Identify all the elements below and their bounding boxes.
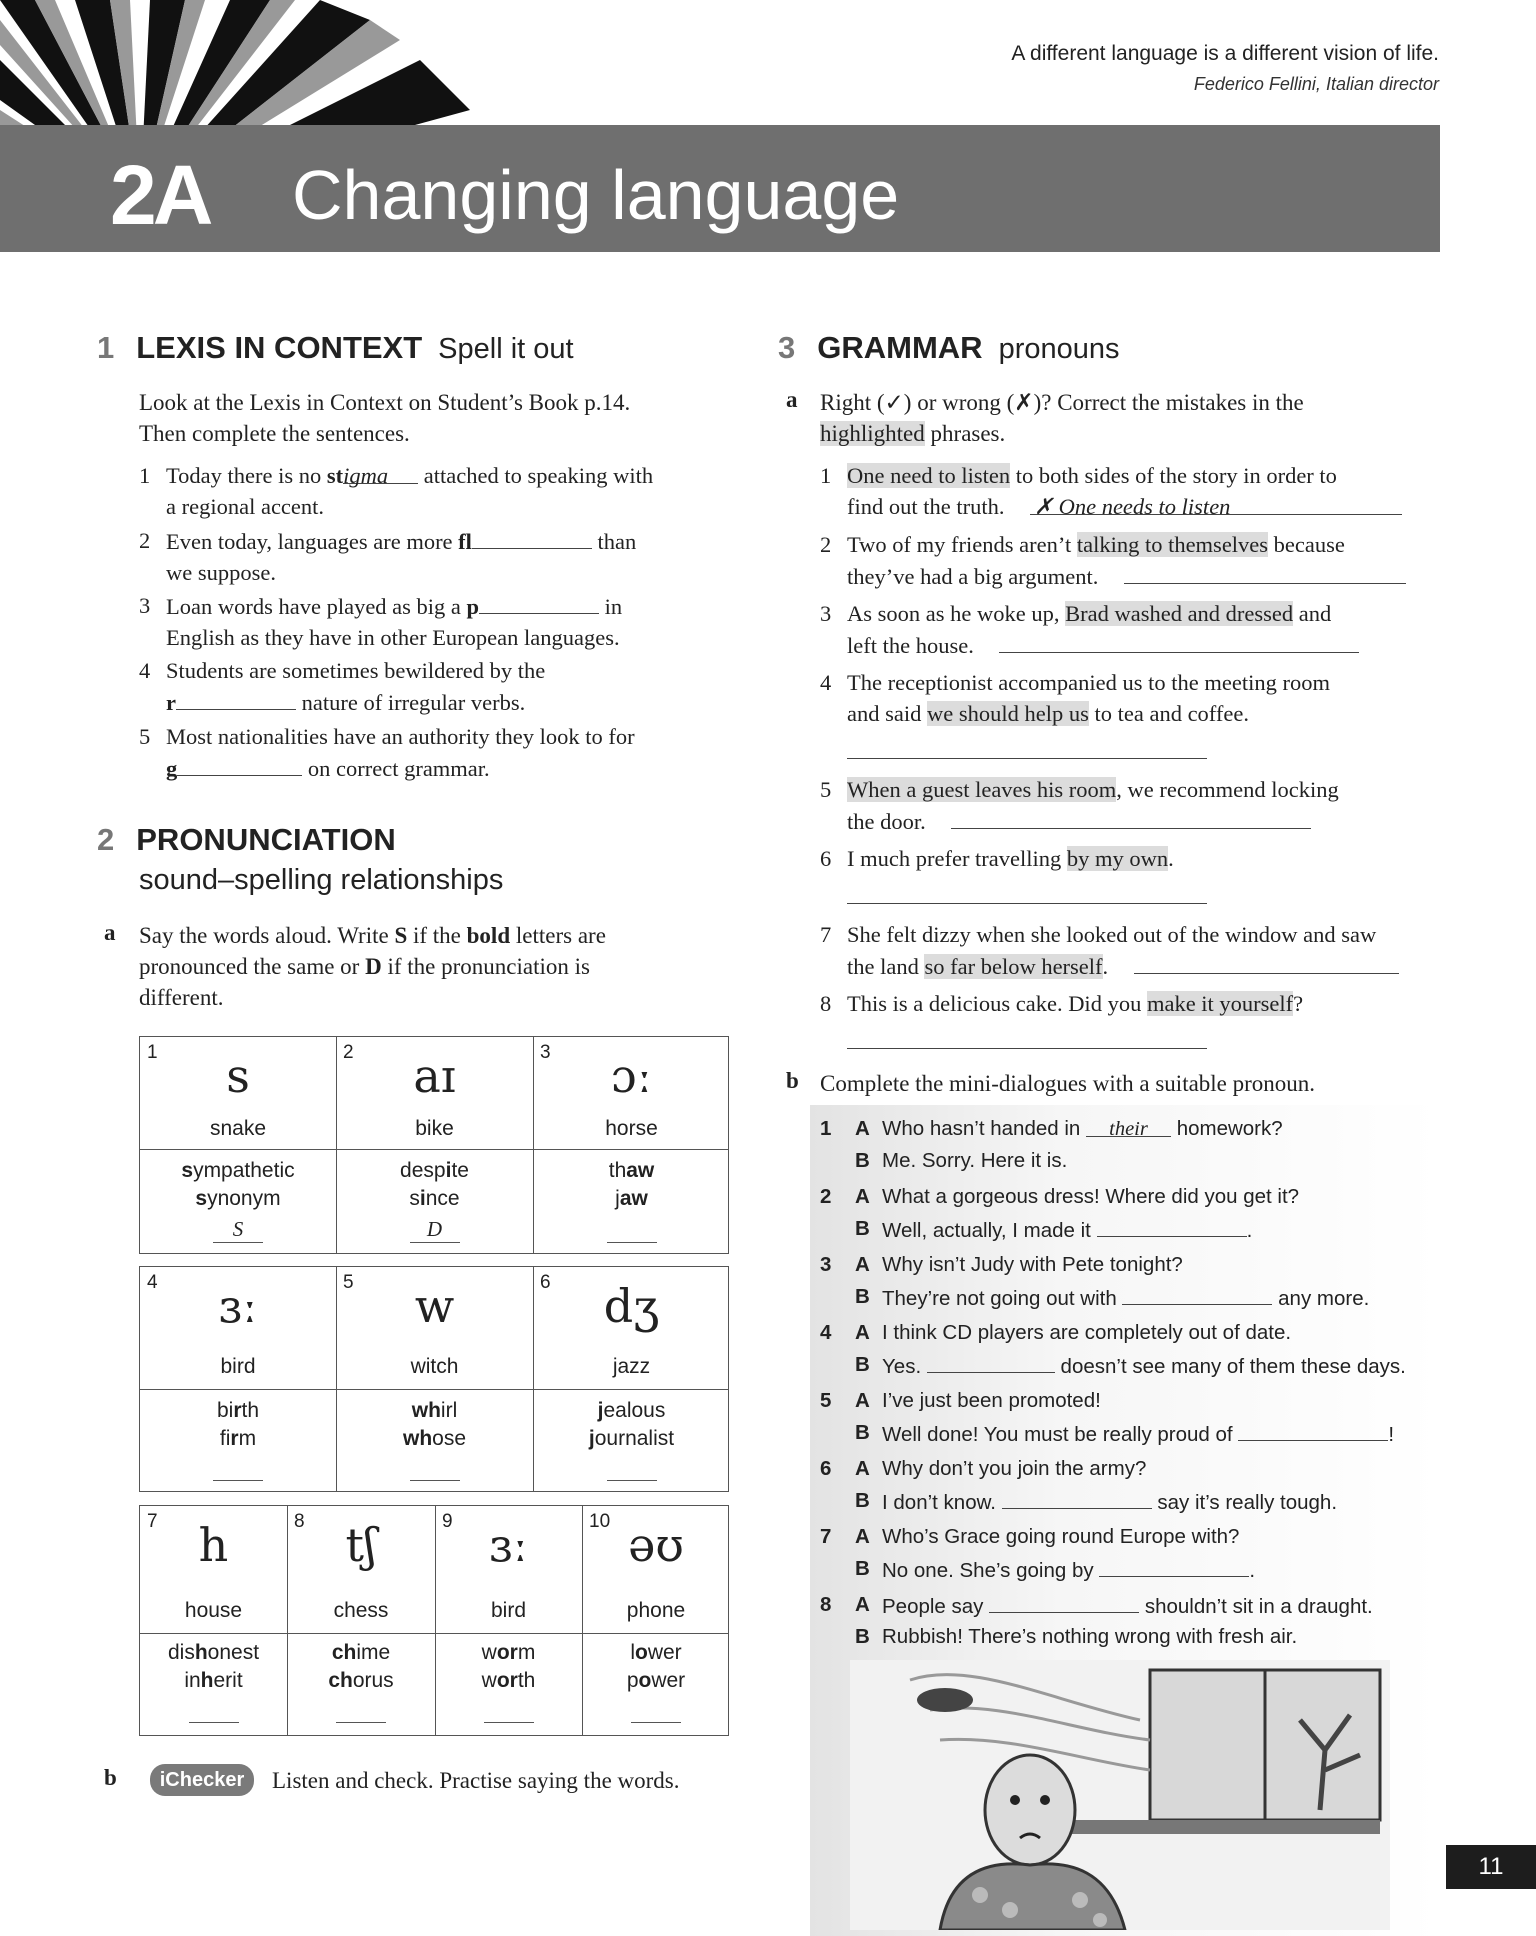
speaker-a-line <box>882 1183 1299 1211</box>
highlighted-phrase: Brad washed and dressed <box>1065 601 1294 626</box>
speaker-a: A <box>855 1525 870 1548</box>
answer-blank[interactable]: their <box>1086 1115 1171 1137</box>
cell-number: 2 <box>343 1042 354 1063</box>
mini-dialogue <box>820 1183 1420 1243</box>
answer-blank[interactable]: S <box>213 1217 263 1243</box>
exercise-instructions: Complete the mini-dialogues with a suitable pronoun. <box>820 1071 1316 1096</box>
item-text: to both sides of the story in order to <box>1010 463 1337 488</box>
item-text: As soon as he woke up, <box>847 601 1066 626</box>
sound-cell <box>336 1267 533 1389</box>
line-text: Why isn’t Judy with Pete tonight? <box>882 1253 1183 1276</box>
section-subtitle: Spell it out <box>438 333 574 365</box>
item-number: 5 <box>820 777 832 802</box>
item-text: ? <box>1293 991 1304 1016</box>
item-text: on correct grammar. <box>302 756 490 781</box>
line-text: Who’s Grace going round Europe with? <box>882 1525 1240 1548</box>
key-word: chess <box>333 1599 389 1622</box>
speaker-b: B <box>855 1625 870 1648</box>
answer-blank[interactable] <box>1122 1283 1272 1305</box>
pronunciation-table-3 <box>139 1505 729 1736</box>
correction-blank[interactable] <box>951 805 1311 829</box>
word: chorus <box>328 1669 394 1692</box>
instr-text: if the <box>407 923 467 948</box>
dialogue-number: 4 <box>820 1321 832 1344</box>
line-text: I think CD players are completely out of date. <box>882 1321 1292 1344</box>
speaker-b-line <box>882 1623 1297 1651</box>
highlighted-phrase: so far below herself <box>924 954 1103 979</box>
word-pair-cell <box>336 1149 533 1255</box>
answer-blank[interactable] <box>213 1455 263 1481</box>
item-text: , we recommend locking <box>1116 777 1339 802</box>
dialogue-number: 8 <box>820 1593 832 1616</box>
word: despite <box>400 1159 469 1182</box>
word-pair-cell <box>582 1633 730 1737</box>
item-text: they’ve had a big argument. <box>847 564 1099 589</box>
cell-number: 7 <box>147 1511 158 1532</box>
answer-blank[interactable] <box>989 1591 1139 1613</box>
correction-blank[interactable] <box>999 629 1359 653</box>
key-word: witch <box>410 1355 459 1378</box>
word: since <box>409 1187 460 1210</box>
word-stem: st <box>326 463 344 488</box>
instr-text: phrases. <box>924 421 1006 446</box>
correction-blank[interactable] <box>1124 560 1406 584</box>
item-text: Even today, languages are more <box>166 529 459 554</box>
item-text: Today there is no <box>166 463 327 488</box>
word: power <box>626 1669 686 1692</box>
correction-blank[interactable]: ✗ One needs to listen <box>1030 491 1402 515</box>
sound-cell <box>287 1506 435 1633</box>
answer-blank[interactable] <box>1238 1419 1388 1441</box>
word-stem: fl <box>458 529 472 554</box>
highlighted-phrase: we should help us <box>926 701 1089 726</box>
answer-blank[interactable] <box>607 1217 657 1243</box>
item-text: the land <box>847 954 925 979</box>
line-text: shouldn’t sit in a draught. <box>1139 1595 1373 1618</box>
item-text: attached to speaking with <box>418 463 654 488</box>
highlighted-phrase: make it yourself <box>1146 991 1294 1016</box>
speaker-b-line <box>882 1351 1406 1381</box>
answer-blank[interactable] <box>177 752 302 776</box>
page-number: 11 <box>1446 1845 1536 1889</box>
section-number: 2 <box>97 822 115 857</box>
section2-heading <box>97 822 396 858</box>
item-number: 8 <box>820 991 832 1016</box>
item-text: The receptionist accompanied us to the meeting room <box>847 670 1330 695</box>
item-text: I much prefer travelling <box>847 846 1067 871</box>
item-text: the door. <box>847 809 926 834</box>
exercise-label: a <box>104 920 116 945</box>
speaker-a: A <box>855 1117 870 1140</box>
illustration-man-draught <box>850 1660 1390 1930</box>
speaker-a-line <box>882 1523 1239 1551</box>
epigraph <box>1011 42 1439 95</box>
key-word: bike <box>415 1117 454 1140</box>
sound-cell <box>533 1267 730 1389</box>
line-text: . <box>1246 1219 1253 1242</box>
item-text: and <box>1293 601 1332 626</box>
speaker-a: A <box>855 1185 870 1208</box>
word-pair-cell <box>435 1633 582 1737</box>
speaker-a: A <box>855 1321 870 1344</box>
instr-bold: bold <box>466 923 511 948</box>
listen-instruction: Listen and check. Practise saying the words. <box>272 1768 680 1793</box>
item-text: we suppose. <box>166 560 276 585</box>
sound-cell <box>336 1037 533 1149</box>
line-text: doesn’t see many of them these days. <box>1054 1355 1406 1378</box>
word: worm <box>481 1641 536 1664</box>
cell-number: 3 <box>540 1042 551 1063</box>
line-text: Me. Sorry. Here it is. <box>882 1149 1068 1172</box>
word: worth <box>481 1669 536 1692</box>
mini-dialogue <box>820 1591 1420 1651</box>
word: jealous <box>597 1399 666 1422</box>
word: journalist <box>588 1427 675 1450</box>
answer-blank[interactable] <box>631 1697 681 1723</box>
word-pair-cell <box>287 1633 435 1737</box>
highlighted-phrase: One need to listen <box>847 463 1011 488</box>
section-title: LEXIS IN CONTEXT <box>136 330 423 365</box>
correction-blank[interactable] <box>847 735 1207 759</box>
cell-number: 1 <box>147 1042 158 1063</box>
word-stem: p <box>466 594 480 619</box>
answer-blank[interactable] <box>607 1455 657 1481</box>
word: lower <box>630 1641 682 1664</box>
section1-heading <box>97 330 574 366</box>
snake-icon: s <box>226 1049 250 1103</box>
lesson-code: 2A <box>110 148 210 242</box>
exercise-instructions <box>820 387 1440 449</box>
line-text: . <box>1249 1559 1256 1582</box>
item-text: a regional accent. <box>166 494 325 519</box>
line-text: ! <box>1388 1423 1395 1446</box>
speaker-a: A <box>855 1253 870 1276</box>
speaker-b-line <box>882 1555 1255 1585</box>
pronunciation-table-2 <box>139 1266 729 1492</box>
item-text: . <box>1168 846 1174 871</box>
instr-text: pronounced the same or <box>139 954 366 979</box>
exercise-label: b <box>104 1765 117 1790</box>
speaker-a-line <box>882 1591 1373 1621</box>
answer: igma <box>343 463 389 488</box>
word-pair-cell <box>140 1389 336 1493</box>
dialogue-number: 5 <box>820 1389 832 1412</box>
line-text: Why don’t you join the army? <box>882 1457 1147 1480</box>
answer-blank[interactable] <box>484 1697 534 1723</box>
answer-blank[interactable] <box>927 1351 1055 1373</box>
item-text: left the house. <box>847 633 974 658</box>
sound-cell <box>435 1506 582 1633</box>
speaker-b-line <box>882 1487 1337 1517</box>
lesson-title: Changing language <box>292 156 900 234</box>
speaker-a: A <box>855 1457 870 1480</box>
section-title: GRAMMAR <box>817 330 983 365</box>
speaker-b: B <box>855 1285 870 1308</box>
item-number: 6 <box>820 846 832 871</box>
highlighted-phrase: When a guest leaves his room <box>847 777 1117 802</box>
exercise-label: b <box>786 1068 799 1093</box>
item-number: 2 <box>820 532 832 557</box>
answer-blank[interactable] <box>1099 1555 1249 1577</box>
sound-cell <box>582 1506 730 1633</box>
line-text: No one. She’s going by <box>882 1559 1100 1582</box>
speaker-b-line <box>882 1419 1394 1449</box>
cell-number: 8 <box>294 1511 305 1532</box>
line-text: People say <box>882 1595 990 1618</box>
speaker-a-line <box>882 1387 1101 1415</box>
word: thaw <box>608 1159 655 1182</box>
answer-blank[interactable] <box>1097 1215 1247 1237</box>
word-pair-cell <box>533 1149 730 1255</box>
dialogue-number: 2 <box>820 1185 832 1208</box>
line-text: Rubbish! There’s nothing wrong with fresh air. <box>882 1625 1298 1648</box>
correction-blank[interactable] <box>847 880 1207 904</box>
word: inherit <box>184 1669 243 1692</box>
sound-cell <box>140 1506 287 1633</box>
answer-blank[interactable] <box>343 460 418 488</box>
line-text: I’ve just been promoted! <box>882 1389 1101 1412</box>
instruction-line: Look at the Lexis in Context on Student’s Book p.14. <box>139 390 631 415</box>
item-text: nature of irregular verbs. <box>296 690 526 715</box>
speaker-b-line <box>882 1215 1252 1245</box>
mini-dialogue <box>820 1387 1420 1447</box>
item-number: 4 <box>820 670 832 695</box>
instr-bold: D <box>365 954 382 979</box>
instr-text: if the pronunciation is <box>381 954 590 979</box>
item-number: 1 <box>139 463 151 488</box>
item-text: Students are sometimes bewildered by the <box>166 658 546 683</box>
speaker-a-line <box>882 1115 1283 1143</box>
item-text: English as they have in other European languages. <box>166 625 620 650</box>
section-title: PRONUNCIATION <box>136 822 396 857</box>
mini-dialogue <box>820 1319 1420 1379</box>
dialogue-number: 1 <box>820 1117 832 1140</box>
answer-blank[interactable] <box>189 1697 239 1723</box>
word-pair-cell <box>533 1389 730 1493</box>
mini-dialogue <box>820 1251 1420 1311</box>
exercise-label: a <box>786 387 798 412</box>
highlight-sample: highlighted <box>820 421 925 446</box>
word-pair-cell <box>140 1149 336 1255</box>
answer-blank[interactable] <box>176 686 296 710</box>
ichecker-button[interactable]: iChecker <box>150 1764 254 1796</box>
item-text: to tea and coffee. <box>1088 701 1249 726</box>
instr-bold: S <box>394 923 408 948</box>
item-number: 2 <box>139 528 151 553</box>
dialogue-number: 3 <box>820 1253 832 1276</box>
item-text: in <box>599 594 623 619</box>
word: dishonest <box>167 1641 260 1664</box>
speaker-b-line <box>882 1147 1067 1175</box>
answer-blank[interactable] <box>410 1455 460 1481</box>
dialogue-number: 7 <box>820 1525 832 1548</box>
item-number: 7 <box>820 922 832 947</box>
word-stem: r <box>166 690 176 715</box>
key-word: horse <box>605 1117 658 1140</box>
item-number: 4 <box>139 658 151 683</box>
highlighted-phrase: by my own <box>1066 846 1169 871</box>
instr-text: different. <box>139 985 224 1010</box>
item-text: Loan words have played as big a <box>166 594 467 619</box>
speaker-b: B <box>855 1217 870 1240</box>
item-text: Most nationalities have an authority they look to for <box>166 724 635 749</box>
line-text: They’re not going out with <box>882 1287 1123 1310</box>
cell-number: 5 <box>343 1272 354 1293</box>
item-number: 5 <box>139 724 151 749</box>
sound-cell <box>533 1037 730 1149</box>
item-number: 1 <box>820 463 832 488</box>
speaker-a-line <box>882 1319 1291 1347</box>
line-text: any more. <box>1272 1287 1370 1310</box>
word: sympathetic <box>181 1159 295 1182</box>
answer-blank[interactable] <box>479 590 599 614</box>
speaker-a-line <box>882 1251 1183 1279</box>
line-text: Who hasn’t handed in <box>882 1117 1086 1140</box>
word: chime <box>331 1641 391 1664</box>
word: jaw <box>615 1187 648 1210</box>
horse-icon: ɔː <box>610 1049 653 1103</box>
section-number: 3 <box>778 330 796 365</box>
section-subtitle: pronouns <box>998 333 1120 365</box>
correction-blank[interactable] <box>1134 950 1399 974</box>
word: firm <box>219 1427 257 1450</box>
answer-blank[interactable]: D <box>410 1217 460 1243</box>
word-stem: g <box>166 756 178 781</box>
bike-icon: aɪ <box>413 1049 456 1103</box>
sound-cell <box>140 1037 336 1149</box>
instruction-line: Then complete the sentences. <box>139 421 410 446</box>
word-pair-cell <box>140 1633 287 1737</box>
house-icon: h <box>198 1518 229 1572</box>
word: synonym <box>195 1187 281 1210</box>
line-text: Yes. <box>882 1355 927 1378</box>
section3-heading <box>778 330 1120 366</box>
line-text: What a gorgeous dress! Where did you get it? <box>882 1185 1300 1208</box>
answer-blank[interactable] <box>1002 1487 1152 1509</box>
key-word: snake <box>209 1117 267 1140</box>
sound-cell <box>140 1267 336 1389</box>
speaker-b: B <box>855 1489 870 1512</box>
instr-text: Right (✓) or wrong (✗)? Correct the mistakes in the <box>820 390 1304 415</box>
witch-icon: w <box>414 1279 455 1333</box>
speaker-b: B <box>855 1421 870 1444</box>
speaker-b: B <box>855 1353 870 1376</box>
word: whose <box>402 1427 467 1450</box>
word: birth <box>216 1399 260 1422</box>
item-text: She felt dizzy when she looked out of the window and saw <box>847 922 1377 947</box>
mini-dialogue <box>820 1455 1420 1515</box>
section-subtitle: sound–spelling relationships <box>139 864 504 896</box>
item-text: . <box>1102 954 1109 979</box>
key-word: phone <box>626 1599 686 1622</box>
bird-icon: ɜː <box>489 1518 528 1572</box>
item-text: and said <box>847 701 927 726</box>
item-number: 3 <box>139 593 151 618</box>
bird-icon: ɜː <box>218 1279 258 1333</box>
quote-text: A different language is a different vision of life. <box>1011 42 1439 65</box>
phone-icon: əʊ <box>628 1518 684 1572</box>
quote-attribution: Federico Fellini, Italian director <box>1193 74 1439 94</box>
cell-number: 6 <box>540 1272 551 1293</box>
answer-blank[interactable] <box>472 525 592 549</box>
speaker-b: B <box>855 1149 870 1172</box>
speaker-b: B <box>855 1557 870 1580</box>
section1-instructions <box>139 387 630 449</box>
mini-dialogue <box>820 1523 1420 1583</box>
item-text: find out the truth. <box>847 494 1005 519</box>
pronunciation-table-1 <box>139 1036 729 1254</box>
key-word: house <box>184 1599 243 1622</box>
mini-dialogue <box>820 1115 1420 1175</box>
item-number: 3 <box>820 601 832 626</box>
line-text: homework? <box>1171 1117 1283 1140</box>
line-text: I don’t know. <box>882 1491 1002 1514</box>
word: whirl <box>411 1399 458 1422</box>
answer-blank[interactable] <box>336 1697 386 1723</box>
speaker-a-line <box>882 1455 1146 1483</box>
instr-text: letters are <box>510 923 606 948</box>
word-pair-cell <box>336 1389 533 1493</box>
speaker-a: A <box>855 1389 870 1412</box>
speaker-a: A <box>855 1593 870 1616</box>
item-text: Two of my friends aren’t <box>847 532 1077 557</box>
cell-number: 10 <box>589 1511 611 1532</box>
speaker-b-line <box>882 1283 1369 1313</box>
key-word: bird <box>490 1599 527 1622</box>
chess-icon: tʃ <box>345 1518 377 1572</box>
item-text: than <box>591 529 637 554</box>
dialogue-number: 6 <box>820 1457 832 1480</box>
key-word: bird <box>220 1355 256 1378</box>
exercise-instructions <box>139 920 739 1013</box>
instr-text: Say the words aloud. Write <box>139 923 395 948</box>
line-text: say it’s really tough. <box>1151 1491 1338 1514</box>
line-text: Well, actually, I made it <box>882 1219 1097 1242</box>
item-text: because <box>1268 532 1345 557</box>
item-text: This is a delicious cake. Did you <box>847 991 1147 1016</box>
jazz-icon: dʒ <box>603 1279 660 1333</box>
cell-number: 9 <box>442 1511 453 1532</box>
highlighted-phrase: talking to themselves <box>1076 532 1269 557</box>
correction-blank[interactable] <box>847 1025 1207 1049</box>
line-text: Well done! You must be really proud of <box>882 1423 1239 1446</box>
cell-number: 4 <box>147 1272 158 1293</box>
section-number: 1 <box>97 330 115 365</box>
key-word: jazz <box>612 1355 651 1378</box>
